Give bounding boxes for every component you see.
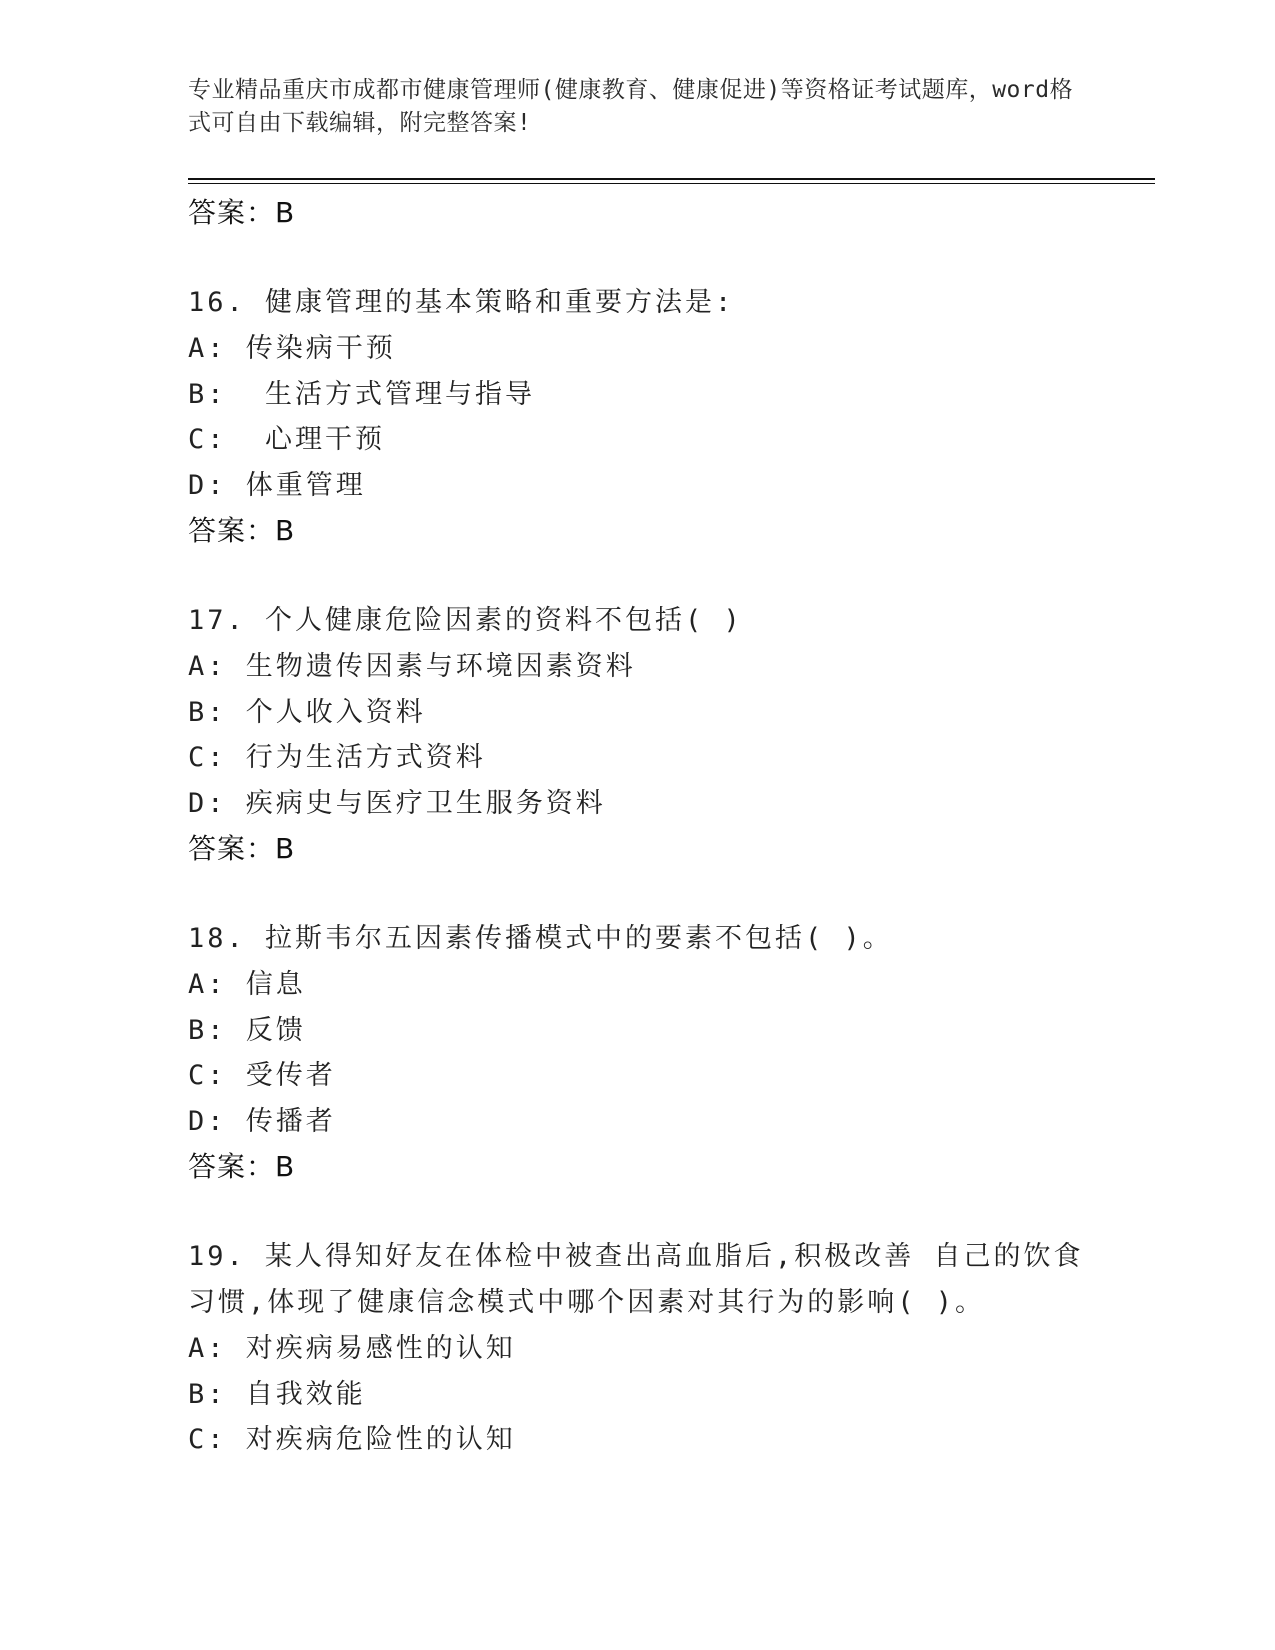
question-stem: 16. 健康管理的基本策略和重要方法是: [188, 287, 735, 318]
option-a: A: 对疾病易感性的认知 [188, 1333, 516, 1364]
question-list [188, 190, 1088, 1463]
option-d: D: 传播者 [188, 1105, 336, 1137]
answer-line: 答案：B [188, 1150, 296, 1183]
option-b: B: 生活方式管理与指导 [188, 378, 536, 410]
question-block [188, 280, 1088, 554]
option-c: C: 受传者 [188, 1060, 336, 1091]
option-a: A: 信息 [188, 969, 306, 1000]
question-block [188, 1234, 1088, 1463]
answer-line: 答案：B [188, 832, 296, 865]
question-stem: 18. 拉斯韦尔五因素传播模式中的要素不包括( )。 [188, 923, 893, 954]
header-divider-thin [188, 183, 1155, 184]
question-stem: 19. 某人得知好友在体检中被查出高血脂后,积极改善 自己的饮食习惯,体现了健康信念模式中哪个因素对其行为的影响( )。 [188, 1241, 1084, 1318]
answer-line: 答案：B [188, 196, 296, 229]
option-a: A: 生物遗传因素与环境因素资料 [188, 651, 636, 682]
option-c: C: 对疾病危险性的认知 [188, 1424, 516, 1455]
option-c: C: 行为生活方式资料 [188, 742, 486, 773]
question-stem: 17. 个人健康危险因素的资料不包括( ) [188, 605, 743, 636]
option-d: D: 体重管理 [188, 469, 366, 501]
option-b: B: 自我效能 [188, 1378, 366, 1410]
option-c: C: 心理干预 [188, 424, 386, 455]
header-divider [188, 178, 1155, 180]
option-b: B: 反馈 [188, 1014, 306, 1046]
document-header: 专业精品重庆市成都市健康管理师(健康教育、健康促进)等资格证考试题库，word格式可自由下载编辑，附完整答案! [188, 77, 1074, 136]
option-b: B: 个人收入资料 [188, 696, 426, 728]
question-block [188, 598, 1088, 872]
question-block [188, 916, 1088, 1190]
option-d: D: 疾病史与医疗卫生服务资料 [188, 787, 606, 819]
option-a: A: 传染病干预 [188, 333, 396, 364]
answer-line: 答案：B [188, 514, 296, 547]
